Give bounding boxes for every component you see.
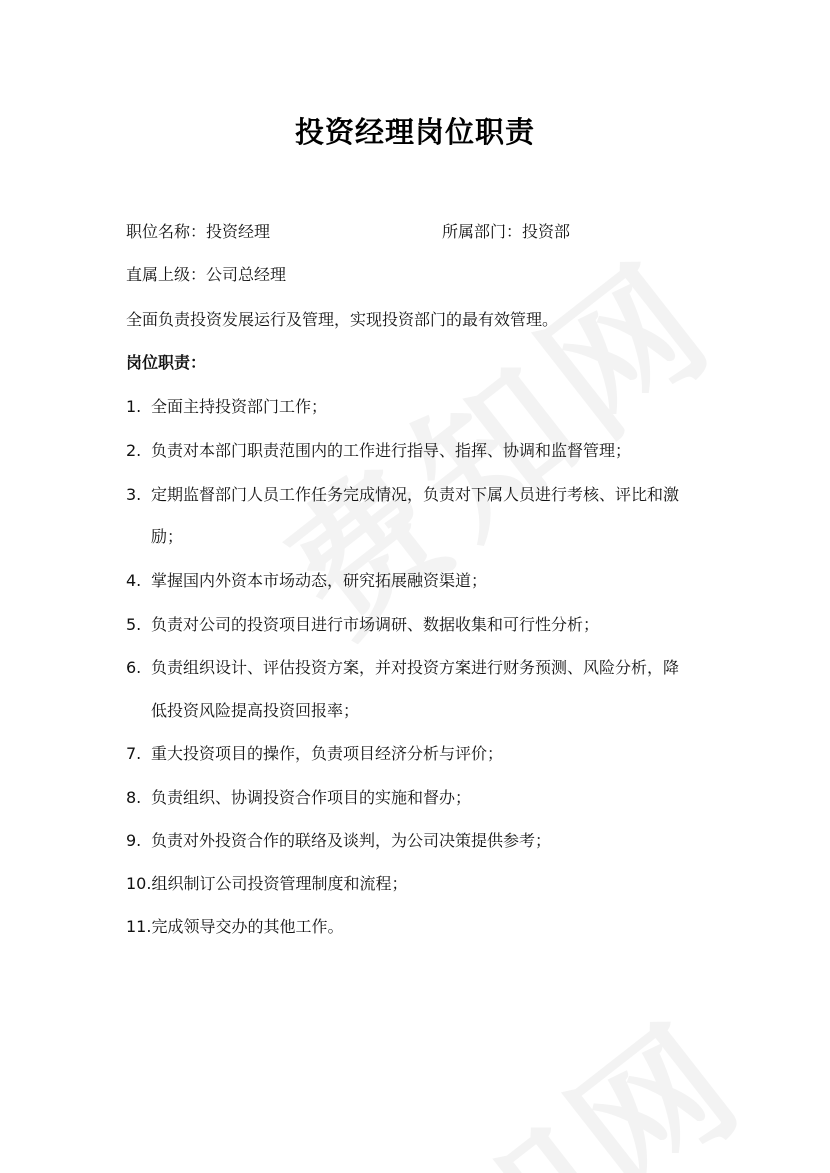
duty-text-continued: 低投资风险提高投资回报率； <box>151 701 360 720</box>
duty-text: 负责组织设计、评估投资方案，并对投资方案进行财务预测、风险分析，降 <box>151 658 680 677</box>
duty-text: 全面主持投资部门工作； <box>151 397 328 416</box>
duty-text: 负责组织、协调投资合作项目的实施和督办； <box>151 788 472 807</box>
superior-field <box>126 264 286 286</box>
superior-value: 公司总经理 <box>206 265 287 284</box>
duty-number: 3. <box>126 485 142 504</box>
duty-number: 10. <box>126 874 152 893</box>
duty-text: 负责对本部门职责范围内的工作进行指导、指挥、协调和监督管理； <box>151 441 632 460</box>
document-title: 投资经理岗位职责 <box>294 115 535 149</box>
position-label: 职位名称： <box>126 222 207 241</box>
duty-item <box>126 657 679 679</box>
duty-text: 负责对外投资合作的联络及谈判，为公司决策提供参考； <box>151 831 552 850</box>
watermark <box>235 203 751 672</box>
duty-item <box>126 440 631 462</box>
duties-heading: 岗位职责： <box>126 353 207 372</box>
duty-item <box>126 916 343 938</box>
duty-item <box>126 830 551 852</box>
duty-number: 5. <box>126 615 142 634</box>
duty-number: 6. <box>126 658 142 677</box>
duty-text: 定期监督部门人员工作任务完成情况，负责对下属人员进行考核、评比和激 <box>151 485 680 504</box>
department-label: 所属部门： <box>442 222 523 241</box>
duty-item <box>126 570 487 592</box>
duty-number: 7. <box>126 744 142 763</box>
duty-number: 4. <box>126 571 142 590</box>
summary-text: 全面负责投资发展运行及管理，实现投资部门的最有效管理。 <box>126 310 559 329</box>
duty-item <box>126 396 327 418</box>
duty-text-continued: 励； <box>151 527 184 546</box>
watermark <box>265 963 781 1173</box>
duty-number: 2. <box>126 441 142 460</box>
duty-number: 9. <box>126 831 142 850</box>
duty-text: 组织制订公司投资管理制度和流程； <box>151 874 408 893</box>
duty-item <box>126 743 503 765</box>
duty-item <box>126 873 407 895</box>
duty-number: 8. <box>126 788 142 807</box>
department-field <box>442 221 570 243</box>
superior-label: 直属上级： <box>126 265 207 284</box>
department-value: 投资部 <box>522 222 571 241</box>
duty-number: 1. <box>126 397 142 416</box>
duty-text: 完成领导交办的其他工作。 <box>151 917 344 936</box>
position-field <box>126 221 270 243</box>
duty-item <box>126 484 679 506</box>
duty-text: 掌握国内外资本市场动态，研究拓展融资渠道； <box>151 571 488 590</box>
position-value: 投资经理 <box>206 222 271 241</box>
duty-text: 重大投资项目的操作，负责项目经济分析与评价； <box>151 744 504 763</box>
duty-number: 11. <box>126 917 152 936</box>
duty-item <box>126 787 471 809</box>
duty-item <box>126 614 599 636</box>
duty-text: 负责对公司的投资项目进行市场调研、数据收集和可行性分析； <box>151 615 600 634</box>
